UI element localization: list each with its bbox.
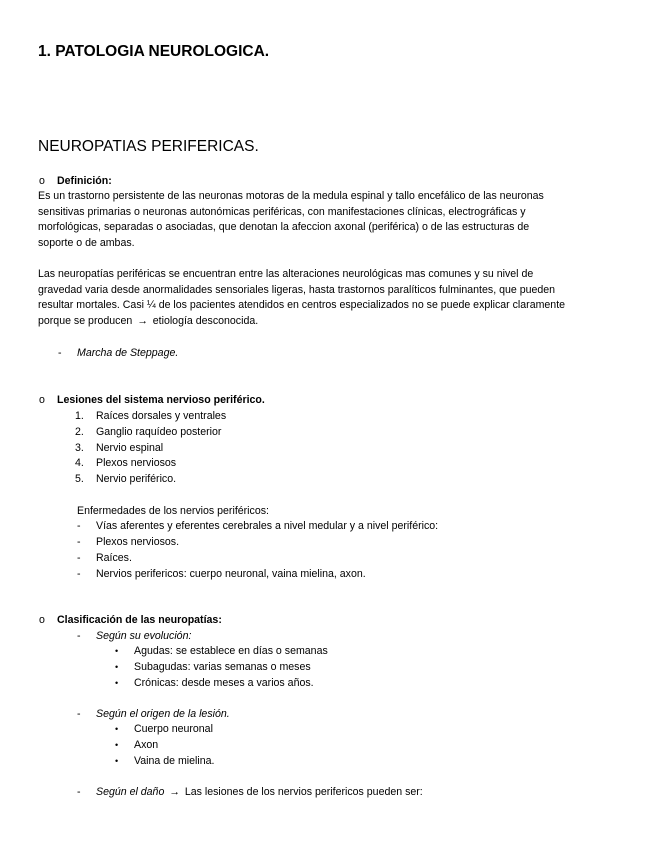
dano-text: Las lesiones de los nervios perifericos pueden ser:: [184, 786, 423, 798]
item-text: Agudas: se establece en días o semanas: [134, 645, 328, 657]
item-number: 2.: [75, 426, 84, 438]
dash-item: [0, 628, 655, 644]
line-text: porque se producen: [38, 314, 133, 327]
numbered-item: [0, 455, 655, 471]
evolucion-label: Según su evolución:: [96, 630, 192, 642]
item-text: Nervios perifericos: cuerpo neuronal, vaina mielina, axon.: [96, 568, 366, 580]
enfermedades-heading-row: [0, 503, 655, 519]
origen-label: Según el origen de la lesión.: [96, 708, 230, 720]
paragraph-line: resultar mortales. Casi ¼ de los pacientes atendidos en centros especializados no se puede explicar claramente: [38, 299, 566, 312]
enfermedades-heading: Enfermedades de los nervios periféricos:: [77, 505, 269, 517]
numbered-item: [0, 440, 655, 456]
item-text: Ganglio raquídeo posterior: [96, 426, 222, 438]
dash-bullet: -: [77, 552, 81, 564]
dash-bullet: -: [77, 630, 81, 642]
dot-bullet: •: [115, 740, 119, 750]
dash-item: [0, 550, 655, 566]
dot-item: [0, 675, 655, 691]
item-text: Vías aferentes y eferentes cerebrales a nivel medular y a nivel periférico:: [96, 520, 439, 532]
dash-item: [0, 784, 655, 800]
paragraph-line: Es un trastorno persistente de las neuronas motoras de la medula espinal y tallo encefálico de las neuronas: [38, 190, 544, 202]
paragraph-line: soporte o de ambas.: [38, 236, 135, 249]
dot-bullet: •: [115, 662, 119, 672]
item-text: Axon: [134, 739, 159, 751]
line-text: etiología desconocida.: [152, 314, 259, 327]
section-title: NEUROPATIAS PERIFERICAS.: [38, 138, 259, 155]
dot-bullet: •: [115, 724, 119, 734]
dash-item: [0, 566, 655, 582]
paragraph-line: Las neuropatías periféricas se encuentran entre las alteraciones neurológicas mas comunes y su nivel de: [38, 268, 534, 280]
circle-bullet: o: [39, 614, 45, 626]
clasificacion-heading: Clasificación de las neuropatías:: [57, 614, 222, 626]
item-text: Plexos nerviosos: [96, 457, 177, 469]
item-number: 4.: [75, 457, 84, 469]
item-text: Subagudas: varias semanas o meses: [134, 661, 311, 673]
lesiones-heading: Lesiones del sistema nervioso periférico.: [57, 394, 265, 406]
dash-bullet: -: [77, 786, 81, 798]
dot-item: [0, 753, 655, 769]
dot-item: [0, 737, 655, 753]
paragraph-line: [38, 314, 628, 330]
lesiones-heading-row: [0, 392, 655, 408]
dot-bullet: •: [115, 756, 119, 766]
dash-bullet: -: [77, 536, 81, 548]
numbered-item: [0, 408, 655, 424]
item-text: Plexos nerviosos.: [96, 536, 180, 548]
item-text: Vaina de mielina.: [134, 755, 215, 767]
item-text: Cuerpo neuronal: [134, 723, 213, 735]
clasificacion-heading-row: [0, 612, 655, 628]
paragraph-line: morfológicas, separadas o asociadas, que denotan la afeccion axonal (periférica) o de las estructuras de: [38, 221, 530, 234]
item-number: 1.: [75, 410, 84, 422]
dano-line: [96, 784, 423, 800]
steppage-item: [0, 345, 655, 361]
circle-bullet: o: [39, 394, 45, 406]
item-number: 5.: [75, 473, 84, 485]
numbered-item: [0, 471, 655, 487]
dot-bullet: •: [115, 646, 119, 656]
dash-bullet: -: [77, 708, 81, 720]
item-text: Nervio espinal: [96, 442, 164, 454]
paragraph-line: gravedad varia desde anormalidades sensoriales ligeras, hasta trastornos paralíticos fulminantes, que pueden: [38, 283, 556, 296]
page-title: 1. PATOLOGIA NEUROLOGICA.: [38, 43, 270, 60]
dash-item: [0, 706, 655, 722]
dash-item: [0, 518, 655, 534]
item-text: Nervio periférico.: [96, 473, 177, 485]
item-text: Crónicas: desde meses a varios años.: [134, 677, 314, 689]
paragraph-line: sensitivas primarias o neuronas autonómicas periféricas, con manifestaciones clínicas, electrográficas y: [38, 205, 526, 218]
dash-bullet: -: [58, 347, 62, 359]
steppage-text: Marcha de Steppage.: [77, 347, 179, 359]
dot-bullet: •: [115, 678, 119, 688]
epidemiology-paragraph: [38, 267, 628, 329]
numbered-item: [0, 424, 655, 440]
item-text: Raíces dorsales y ventrales: [96, 410, 227, 422]
item-number: 3.: [75, 442, 84, 454]
circle-bullet: o: [39, 175, 45, 187]
item-text: Raíces.: [96, 552, 132, 564]
dot-item: [0, 721, 655, 737]
definition-paragraph: [38, 189, 628, 251]
dot-item: [0, 643, 655, 659]
dot-item: [0, 659, 655, 675]
right-arrow-icon: →: [169, 786, 180, 798]
definition-heading: Definición:: [57, 175, 112, 187]
definition-heading-row: [0, 173, 655, 189]
right-arrow-icon: →: [137, 314, 148, 327]
dash-bullet: -: [77, 520, 81, 532]
dano-label: Según el daño: [96, 786, 165, 798]
dash-item: [0, 534, 655, 550]
dash-bullet: -: [77, 568, 81, 580]
